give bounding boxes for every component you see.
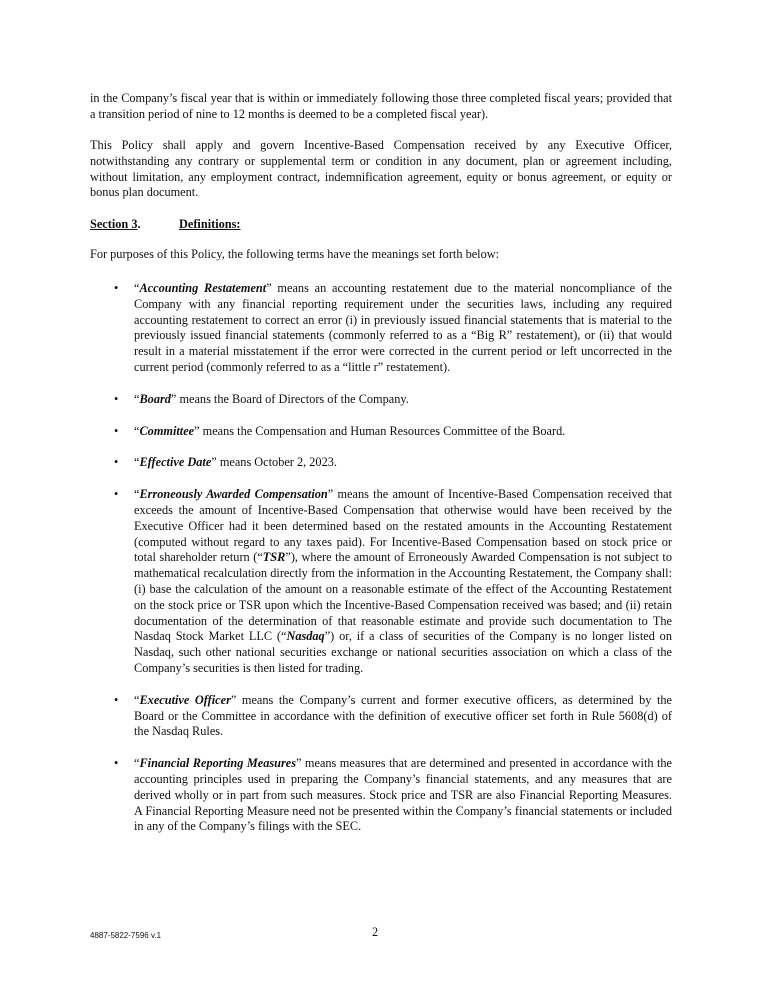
definition-item: • “Board” means the Board of Directors of the Company. [114, 391, 409, 406]
bullet-icon: • [114, 756, 119, 771]
section-number: Section 3 [90, 217, 138, 231]
page-number: 2 [372, 925, 379, 939]
definition-item: • “Erroneously Awarded Compensation” means the amount of Incentive-Based Compensation received that exceeds the amount of Incentive-Based Compensation that otherwise would have been received by the Executive Officer had it been determined based on the restated amounts in the Accounting Restatement (computed without regard to any taxes paid). For Incentive-Based Compensation based on stock price or total shareholder return (“TSR”), where the amount of Erroneously Awarded Compensation is not subject to mathematical recalculation directly from the information in the Accounting Restatement, the Company shall: (i) base the calculation of the amount on a reasonable estimate of the effect of the Accounting Restatement on the stock price or TSR upon which the Incentive-Based Compensation received was based; and (ii) retain documentation of the determination of that reasonable estimate and provide such documentation to The Nasdaq Stock Market LLC (“Nasdaq”) or, if a class of securities of the Company is no longer listed on Nasdaq, such other national securities exchange or national securities association on which a class of the Company’s securities is then listed for trading. [114, 487, 672, 675]
bullet-icon: • [114, 423, 119, 438]
bullet-icon: • [114, 487, 119, 502]
bullet-icon: • [114, 281, 119, 295]
definition-term: Executive Officer [139, 692, 231, 707]
section-heading [90, 217, 672, 232]
definition-text: ” means measures that are determined and presented in accordance with the accounting principles used in preparing the Company’s financial statements, and any measures that are derived wholly or in part from such measures. Stock price and TSR are also Financial Reporting Measures. A Financial Reporting Measure need not be presented within the Company’s financial statements or included in any of the Company’s filings with the SEC. [134, 756, 672, 834]
definitions-list [114, 281, 672, 835]
section-number-suffix: . [137, 217, 141, 231]
bullet-icon: • [114, 391, 119, 406]
bullet-icon: • [114, 455, 119, 470]
intro-paragraph-policy-scope: This Policy shall apply and govern Incentive-Based Compensation received by any Executive Officer, notwithstanding any contrary or supplemental term or condition in any document, plan or agreement including, without limitation, any employment contract, indemnification agreement, equity or bonus agreement, or equity or bonus plan document. [90, 138, 672, 200]
definition-item: • “Financial Reporting Measures” means measures that are determined and presented in accordance with the accounting principles used in preparing the Company’s financial statements, and any measures that are derived wholly or in part from such measures. Stock price and TSR are also Financial Reporting Measures. A Financial Reporting Measure need not be presented within the Company’s financial statements or included in any of the Company’s filings with the SEC. [114, 756, 672, 834]
definition-text: ” means the Compensation and Human Resources Committee of the Board. [194, 423, 566, 438]
definition-text: ” means October 2, 2023. [211, 455, 337, 470]
definition-text: ” means the amount of Incentive-Based Compensation received that exceeds the amount of Incentive-Based Compensation that otherwise would have been received by the Executive Officer had it been determined based on the restated amounts in the Accounting Restatement (computed without regard to any taxes paid). For Incentive-Based Compensation based on stock price or total shareholder return (“ [134, 487, 672, 565]
definition-term: Committee [139, 423, 195, 438]
section-lead: For purposes of this Policy, the following terms have the meanings set forth below: [90, 247, 500, 261]
definition-term: Board [139, 391, 171, 406]
section-title: Definitions: [179, 217, 241, 231]
definition-text: ”) or, if a class of securities of the Company is no longer listed on Nasdaq, such other national securities exchange or national securities association on which a class of the Company’s securities is then listed for trading. [134, 629, 672, 675]
definition-term: Effective Date [139, 455, 212, 470]
defined-abbrev-nasdaq: Nasdaq [286, 629, 325, 644]
definition-item: • “Executive Officer” means the Company’s current and former executive officers, as determined by the Board or the Committee in accordance with the definition of executive officer set forth in Rule 5608(d) of the Nasdaq Rules. [114, 692, 672, 739]
defined-abbrev-tsr: TSR [262, 550, 286, 565]
document-id: 4887-5822-7596 v.1 [90, 931, 162, 940]
intro-paragraph-continuation: in the Company’s fiscal year that is within or immediately following those three completed fiscal years; provided that a transition period of nine to 12 months is deemed to be a completed fiscal year). [90, 91, 672, 121]
definition-item: • “Accounting Restatement” means an accounting restatement due to the material noncompliance of the Company with any financial reporting requirement under the securities laws, including any required accounting restatement to correct an error (i) in previously issued financial statements that is material to the previously issued financial statements (commonly referred to as a “Big R” restatement), or (ii) that would result in a material misstatement if the error were corrected in the current period or left uncorrected in the current period (commonly referred to as a “little r” restatement). [114, 281, 672, 374]
bullet-icon: • [114, 692, 119, 707]
definition-text: ” means the Board of Directors of the Company. [170, 391, 409, 406]
definition-term: Erroneously Awarded Compensation [139, 487, 328, 502]
definition-item: • “Committee” means the Compensation and Human Resources Committee of the Board. [114, 423, 566, 438]
definition-text: ” means the Company’s current and former executive officers, as determined by the Board or the Committee in accordance with the definition of executive officer set forth in Rule 5608(d) of the Nasdaq Rules. [134, 692, 672, 739]
definition-term: Accounting Restatement [139, 281, 267, 295]
definition-item: • “Effective Date” means October 2, 2023. [114, 455, 337, 470]
definition-text: ” means an accounting restatement due to the material noncompliance of the Company with any financial reporting requirement under the securities laws, including any required accounting restatement to correct an error (i) in previously issued financial statements that is material to the previously issued financial statements (commonly referred to as a “Big R” restatement), or (ii) that would result in a material misstatement if the error were corrected in the current period or left uncorrected in the current period (commonly referred to as a “little r” restatement). [134, 281, 672, 374]
definition-term: Financial Reporting Measures [139, 756, 297, 771]
definition-text: ”), where the amount of Erroneously Awarded Compensation is not subject to mathematical recalculation directly from the information in the Accounting Restatement, the Company shall: (i) base the calculation of the amount on a reasonable estimate of the effect of the Accounting Restatement on the stock price or TSR upon which the Incentive-Based Compensation received was based; and (ii) retain documentation of the determination of that reasonable estimate and provide such documentation to The Nasdaq Stock Market LLC (“ [134, 550, 672, 644]
